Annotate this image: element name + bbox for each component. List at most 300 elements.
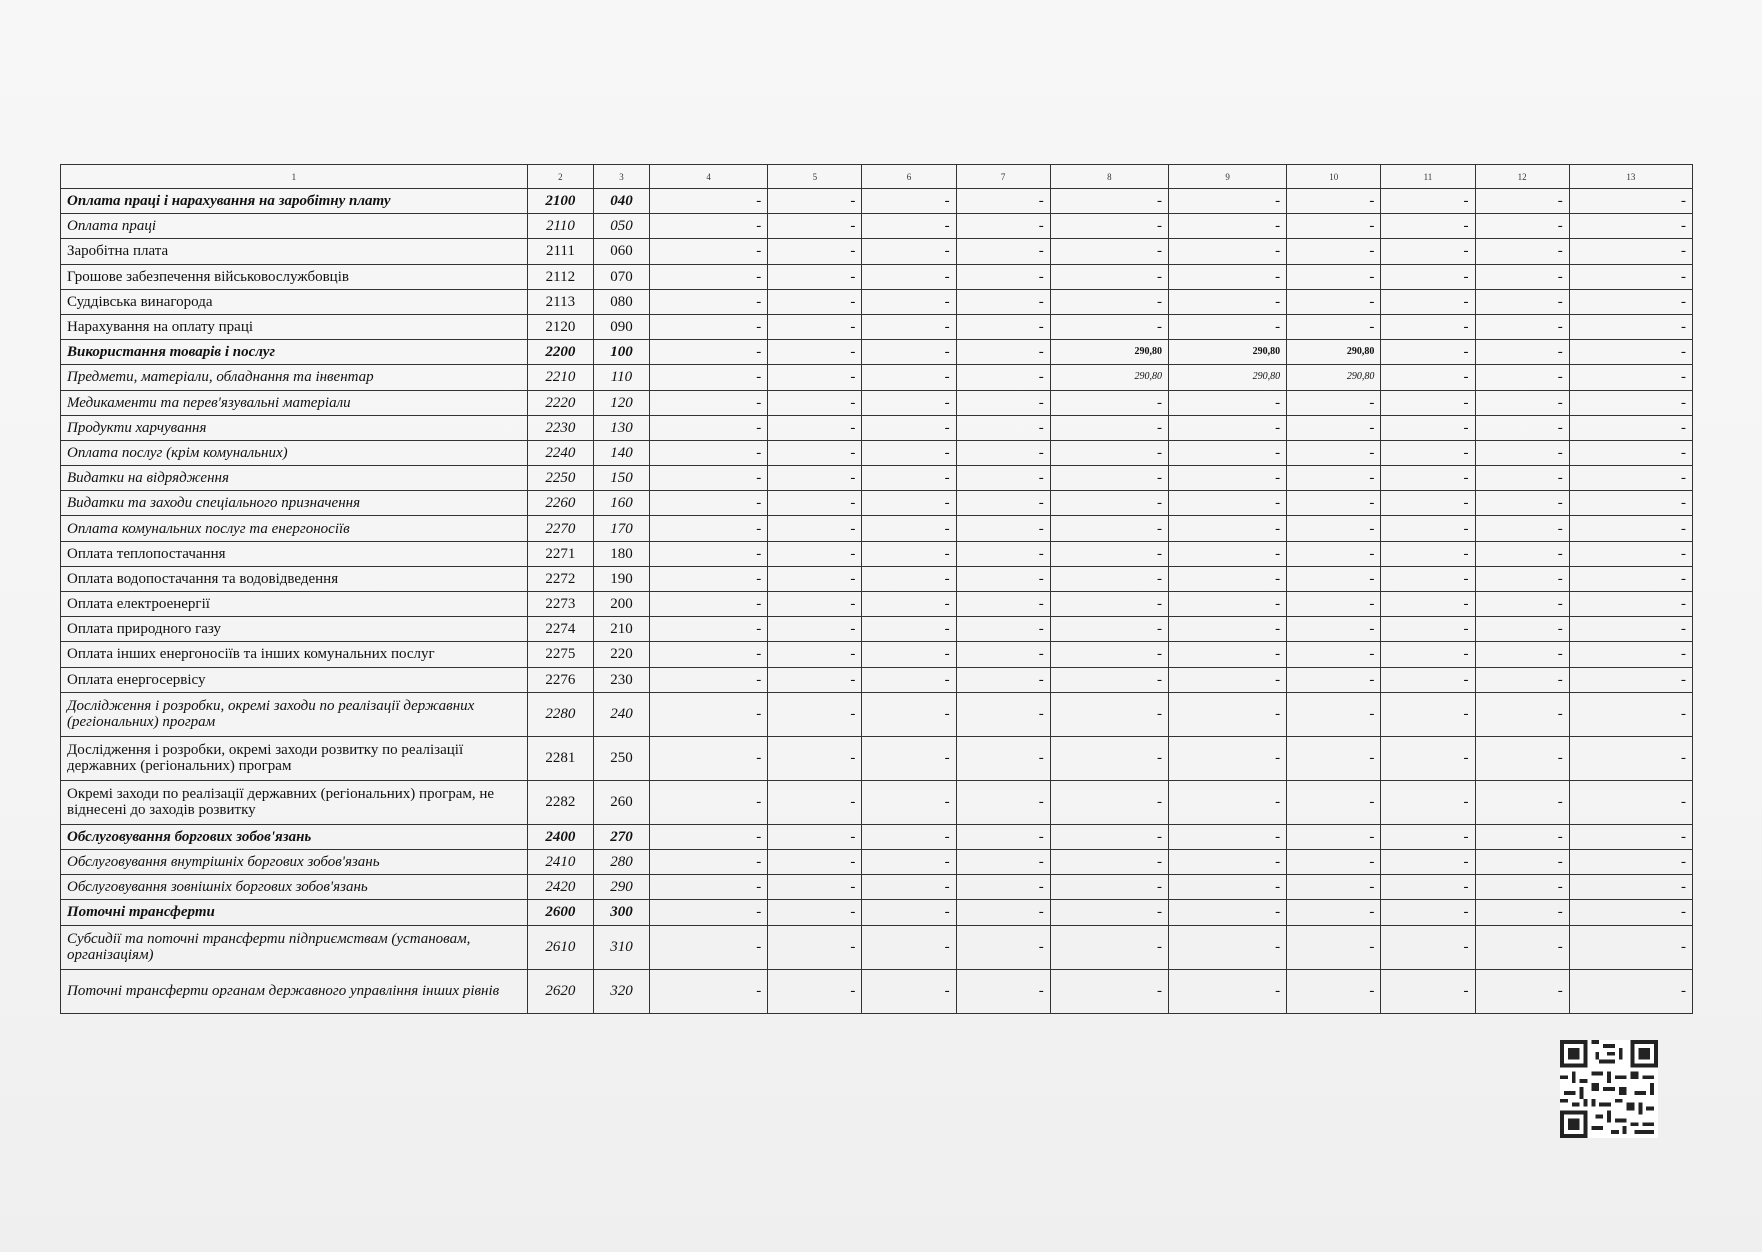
value-cell: - <box>768 239 862 264</box>
line-name-cell: Обслуговування зовнішніх боргових зобов'язань <box>61 875 528 900</box>
value-cell: - <box>1168 617 1286 642</box>
value-cell: - <box>1050 642 1168 667</box>
row-code-cell: 230 <box>593 667 649 692</box>
value-cell: - <box>650 900 768 925</box>
value-cell: - <box>1569 969 1692 1013</box>
value-cell: - <box>1050 415 1168 440</box>
kekv-code-cell: 2240 <box>527 440 593 465</box>
value-cell: - <box>1287 592 1381 617</box>
value-cell: - <box>1381 390 1475 415</box>
row-code-cell: 320 <box>593 969 649 1013</box>
value-cell: - <box>862 541 956 566</box>
kekv-code-cell: 2280 <box>527 692 593 736</box>
value-cell: - <box>1381 214 1475 239</box>
value-cell: - <box>1050 466 1168 491</box>
value-cell: - <box>1475 617 1569 642</box>
value-cell: - <box>1569 541 1692 566</box>
value-cell: - <box>1287 617 1381 642</box>
value-cell: - <box>862 189 956 214</box>
value-cell: - <box>956 390 1050 415</box>
value-cell: - <box>1569 900 1692 925</box>
value-cell: - <box>1168 824 1286 849</box>
value-cell: - <box>956 440 1050 465</box>
kekv-code-cell: 2220 <box>527 390 593 415</box>
value-cell: - <box>1381 736 1475 780</box>
table-row <box>61 390 1693 415</box>
value-cell: - <box>1287 736 1381 780</box>
kekv-code-cell: 2250 <box>527 466 593 491</box>
value-cell: - <box>1569 875 1692 900</box>
value-cell: - <box>862 566 956 591</box>
value-cell: - <box>862 617 956 642</box>
line-name-cell: Оплата послуг (крім комунальних) <box>61 440 528 465</box>
value-cell: - <box>1287 875 1381 900</box>
value-cell: - <box>956 592 1050 617</box>
value-cell: - <box>956 491 1050 516</box>
value-cell: - <box>862 516 956 541</box>
line-name-cell: Оплата енергосервісу <box>61 667 528 692</box>
value-cell: - <box>1381 642 1475 667</box>
value-cell: - <box>650 516 768 541</box>
line-name-cell: Оплата водопостачання та водовідведення <box>61 566 528 591</box>
line-name-cell: Предмети, матеріали, обладнання та інвентар <box>61 365 528 390</box>
value-cell: - <box>1168 566 1286 591</box>
value-cell: - <box>1569 566 1692 591</box>
value-cell: - <box>1381 925 1475 969</box>
value-cell: - <box>956 875 1050 900</box>
value-cell: - <box>1050 849 1168 874</box>
value-cell: - <box>862 239 956 264</box>
kekv-code-cell: 2610 <box>527 925 593 969</box>
row-code-cell: 150 <box>593 466 649 491</box>
value-cell: - <box>1287 189 1381 214</box>
value-cell: - <box>1475 642 1569 667</box>
table-row <box>61 466 1693 491</box>
table-row <box>61 849 1693 874</box>
value-cell: - <box>1475 849 1569 874</box>
qr-code <box>1560 1040 1658 1138</box>
row-code-cell: 110 <box>593 365 649 390</box>
value-cell: - <box>956 289 1050 314</box>
value-cell: - <box>650 365 768 390</box>
value-cell: - <box>1381 314 1475 339</box>
line-name-cell: Оплата праці і нарахування на заробітну плату <box>61 189 528 214</box>
value-cell: - <box>1168 264 1286 289</box>
line-name-cell: Обслуговування боргових зобов'язань <box>61 824 528 849</box>
value-cell: - <box>1168 239 1286 264</box>
value-cell: - <box>1050 692 1168 736</box>
value-cell: - <box>1287 566 1381 591</box>
value-cell: - <box>768 667 862 692</box>
value-cell: - <box>956 617 1050 642</box>
value-cell: - <box>650 925 768 969</box>
value-cell: - <box>1050 566 1168 591</box>
line-name-cell: Використання товарів і послуг <box>61 340 528 365</box>
kekv-code-cell: 2420 <box>527 875 593 900</box>
value-cell: - <box>1168 875 1286 900</box>
value-cell: - <box>650 314 768 339</box>
kekv-code-cell: 2274 <box>527 617 593 642</box>
value-cell: - <box>1569 592 1692 617</box>
line-name-cell: Медикаменти та перев'язувальні матеріали <box>61 390 528 415</box>
value-cell: - <box>1287 925 1381 969</box>
row-code-cell: 180 <box>593 541 649 566</box>
value-cell: - <box>1287 642 1381 667</box>
value-cell: - <box>956 340 1050 365</box>
row-code-cell: 290 <box>593 875 649 900</box>
value-cell: - <box>1287 849 1381 874</box>
table-row <box>61 214 1693 239</box>
value-cell: - <box>768 849 862 874</box>
value-cell: - <box>650 214 768 239</box>
value-cell: - <box>1050 239 1168 264</box>
value-cell: - <box>1381 969 1475 1013</box>
value-cell: - <box>1381 516 1475 541</box>
value-cell: - <box>768 692 862 736</box>
value-cell: - <box>1381 617 1475 642</box>
row-code-cell: 190 <box>593 566 649 591</box>
value-cell: - <box>650 541 768 566</box>
value-cell: - <box>956 925 1050 969</box>
value-cell: - <box>1569 289 1692 314</box>
table-row <box>61 541 1693 566</box>
value-cell: - <box>768 314 862 339</box>
value-cell: - <box>768 264 862 289</box>
value-cell: - <box>1168 415 1286 440</box>
row-code-cell: 260 <box>593 780 649 824</box>
kekv-code-cell: 2210 <box>527 365 593 390</box>
value-cell: - <box>956 264 1050 289</box>
value-cell: - <box>1475 466 1569 491</box>
value-cell: - <box>1569 642 1692 667</box>
value-cell: - <box>956 642 1050 667</box>
value-cell: - <box>956 969 1050 1013</box>
value-cell: - <box>650 667 768 692</box>
value-cell: - <box>1381 289 1475 314</box>
value-cell: - <box>862 440 956 465</box>
kekv-code-cell: 2270 <box>527 516 593 541</box>
value-cell: - <box>1569 736 1692 780</box>
value-cell: - <box>768 566 862 591</box>
line-name-cell: Оплата електроенергії <box>61 592 528 617</box>
kekv-code-cell: 2400 <box>527 824 593 849</box>
column-number-cell: 3 <box>593 165 649 189</box>
value-cell: - <box>862 642 956 667</box>
kekv-code-cell: 2410 <box>527 849 593 874</box>
value-cell: - <box>956 736 1050 780</box>
value-cell: - <box>650 875 768 900</box>
value-cell: - <box>650 466 768 491</box>
column-number-cell: 7 <box>956 165 1050 189</box>
table-row <box>61 875 1693 900</box>
value-cell: - <box>1569 824 1692 849</box>
table-row <box>61 189 1693 214</box>
value-cell: - <box>768 592 862 617</box>
value-cell: - <box>862 969 956 1013</box>
value-cell: - <box>1050 541 1168 566</box>
value-cell: - <box>1381 849 1475 874</box>
value-cell: - <box>768 780 862 824</box>
value-cell: - <box>862 849 956 874</box>
value-cell: - <box>1168 440 1286 465</box>
row-code-cell: 160 <box>593 491 649 516</box>
value-cell: - <box>1569 189 1692 214</box>
value-cell: - <box>1050 491 1168 516</box>
value-cell: - <box>1168 466 1286 491</box>
value-cell: - <box>1381 415 1475 440</box>
kekv-code-cell: 2230 <box>527 415 593 440</box>
value-cell: - <box>1287 667 1381 692</box>
value-cell: - <box>1569 849 1692 874</box>
value-cell: - <box>862 365 956 390</box>
value-cell: - <box>862 736 956 780</box>
value-cell: - <box>1569 365 1692 390</box>
value-cell: - <box>1569 415 1692 440</box>
value-cell: - <box>862 314 956 339</box>
column-number-cell: 2 <box>527 165 593 189</box>
row-code-cell: 200 <box>593 592 649 617</box>
value-cell: - <box>1168 592 1286 617</box>
value-cell: - <box>1475 491 1569 516</box>
value-cell: - <box>1569 214 1692 239</box>
line-name-cell: Заробітна плата <box>61 239 528 264</box>
line-name-cell: Оплата комунальних послуг та енергоносіїв <box>61 516 528 541</box>
value-cell: - <box>1475 925 1569 969</box>
kekv-code-cell: 2113 <box>527 289 593 314</box>
value-cell: - <box>1168 491 1286 516</box>
value-cell: - <box>650 824 768 849</box>
value-cell: - <box>1381 239 1475 264</box>
value-cell: - <box>1381 340 1475 365</box>
value-cell: - <box>862 780 956 824</box>
line-name-cell: Поточні трансферти <box>61 900 528 925</box>
value-cell: - <box>956 415 1050 440</box>
row-code-cell: 050 <box>593 214 649 239</box>
value-cell: - <box>650 239 768 264</box>
table-row <box>61 900 1693 925</box>
value-cell: - <box>1287 541 1381 566</box>
value-cell: - <box>768 365 862 390</box>
value-cell: - <box>1475 314 1569 339</box>
value-cell: - <box>650 390 768 415</box>
expenditure-table <box>60 164 1693 1014</box>
value-cell: - <box>862 415 956 440</box>
value-cell: - <box>650 289 768 314</box>
value-cell: - <box>1287 900 1381 925</box>
value-cell: - <box>1287 239 1381 264</box>
value-cell: - <box>1050 780 1168 824</box>
row-code-cell: 300 <box>593 900 649 925</box>
value-cell: - <box>768 289 862 314</box>
row-code-cell: 170 <box>593 516 649 541</box>
value-cell: - <box>1168 667 1286 692</box>
value-cell: - <box>650 189 768 214</box>
value-cell: - <box>1050 440 1168 465</box>
line-name-cell: Окремі заходи по реалізації державних (регіональних) програм, не віднесені до заходів розвитку <box>61 780 528 824</box>
value-cell: - <box>768 440 862 465</box>
row-code-cell: 250 <box>593 736 649 780</box>
value-cell: - <box>1050 592 1168 617</box>
value-cell: - <box>650 736 768 780</box>
value-cell: - <box>1287 692 1381 736</box>
value-cell: - <box>1475 239 1569 264</box>
value-cell: - <box>1168 642 1286 667</box>
value-cell: - <box>1475 214 1569 239</box>
line-name-cell: Оплата природного газу <box>61 617 528 642</box>
value-cell: - <box>1050 900 1168 925</box>
kekv-code-cell: 2273 <box>527 592 593 617</box>
line-name-cell: Поточні трансферти органам державного управління інших рівнів <box>61 969 528 1013</box>
value-cell: - <box>1569 692 1692 736</box>
line-name-cell: Видатки та заходи спеціального призначення <box>61 491 528 516</box>
value-cell: - <box>956 516 1050 541</box>
value-cell: - <box>862 491 956 516</box>
table-row <box>61 566 1693 591</box>
value-cell: - <box>1381 189 1475 214</box>
value-cell: - <box>1475 780 1569 824</box>
kekv-code-cell: 2111 <box>527 239 593 264</box>
table-row <box>61 415 1693 440</box>
value-cell: - <box>956 214 1050 239</box>
value-cell: - <box>1168 925 1286 969</box>
value-cell: - <box>1475 189 1569 214</box>
line-name-cell: Оплата теплопостачання <box>61 541 528 566</box>
table-row <box>61 440 1693 465</box>
value-cell: - <box>956 900 1050 925</box>
kekv-code-cell: 2600 <box>527 900 593 925</box>
value-cell: 290,80 <box>1168 340 1286 365</box>
value-cell: - <box>862 692 956 736</box>
value-cell: - <box>956 824 1050 849</box>
row-code-cell: 140 <box>593 440 649 465</box>
value-cell: - <box>1475 541 1569 566</box>
value-cell: - <box>768 491 862 516</box>
value-cell: - <box>1168 314 1286 339</box>
table-row <box>61 642 1693 667</box>
value-cell: - <box>768 189 862 214</box>
value-cell: - <box>1287 440 1381 465</box>
value-cell: - <box>1569 617 1692 642</box>
value-cell: - <box>1168 516 1286 541</box>
value-cell: - <box>1287 516 1381 541</box>
value-cell: - <box>1381 440 1475 465</box>
value-cell: - <box>956 466 1050 491</box>
value-cell: - <box>1168 289 1286 314</box>
value-cell: - <box>1287 264 1381 289</box>
row-code-cell: 120 <box>593 390 649 415</box>
line-name-cell: Обслуговування внутрішніх боргових зобов'язань <box>61 849 528 874</box>
value-cell: - <box>1475 900 1569 925</box>
row-code-cell: 060 <box>593 239 649 264</box>
value-cell: - <box>650 415 768 440</box>
value-cell: - <box>768 214 862 239</box>
value-cell: - <box>1475 340 1569 365</box>
column-number-cell: 9 <box>1168 165 1286 189</box>
value-cell: - <box>650 264 768 289</box>
value-cell: - <box>1381 566 1475 591</box>
value-cell: - <box>650 566 768 591</box>
value-cell: - <box>1381 667 1475 692</box>
row-code-cell: 310 <box>593 925 649 969</box>
value-cell: - <box>862 875 956 900</box>
value-cell: - <box>1050 925 1168 969</box>
column-number-cell: 1 <box>61 165 528 189</box>
value-cell: - <box>1287 214 1381 239</box>
table-row <box>61 365 1693 390</box>
value-cell: - <box>1569 239 1692 264</box>
value-cell: - <box>1168 780 1286 824</box>
value-cell: - <box>1050 214 1168 239</box>
value-cell: - <box>862 925 956 969</box>
kekv-code-cell: 2100 <box>527 189 593 214</box>
value-cell: - <box>768 925 862 969</box>
value-cell: - <box>1287 390 1381 415</box>
value-cell: - <box>1168 736 1286 780</box>
column-number-cell: 5 <box>768 165 862 189</box>
value-cell: - <box>1475 592 1569 617</box>
value-cell: - <box>1168 390 1286 415</box>
value-cell: - <box>1475 875 1569 900</box>
row-code-cell: 280 <box>593 849 649 874</box>
row-code-cell: 130 <box>593 415 649 440</box>
value-cell: - <box>1050 824 1168 849</box>
value-cell: - <box>768 969 862 1013</box>
value-cell: - <box>1475 264 1569 289</box>
value-cell: - <box>1569 440 1692 465</box>
value-cell: - <box>862 466 956 491</box>
table-row <box>61 667 1693 692</box>
value-cell: - <box>768 642 862 667</box>
value-cell: - <box>768 466 862 491</box>
line-name-cell: Нарахування на оплату праці <box>61 314 528 339</box>
value-cell: - <box>1569 667 1692 692</box>
value-cell: - <box>768 824 862 849</box>
value-cell: - <box>1475 415 1569 440</box>
value-cell: - <box>650 440 768 465</box>
value-cell: - <box>1168 900 1286 925</box>
table-row <box>61 969 1693 1013</box>
value-cell: - <box>1381 875 1475 900</box>
value-cell: - <box>768 415 862 440</box>
row-code-cell: 270 <box>593 824 649 849</box>
value-cell: - <box>1475 692 1569 736</box>
column-number-cell: 13 <box>1569 165 1692 189</box>
value-cell: - <box>1475 390 1569 415</box>
value-cell: - <box>1050 617 1168 642</box>
value-cell: - <box>862 289 956 314</box>
value-cell: - <box>862 340 956 365</box>
value-cell: - <box>1475 516 1569 541</box>
value-cell: 290,80 <box>1287 340 1381 365</box>
value-cell: - <box>862 592 956 617</box>
column-number-cell: 4 <box>650 165 768 189</box>
value-cell: - <box>956 239 1050 264</box>
value-cell: - <box>650 692 768 736</box>
value-cell: - <box>1050 667 1168 692</box>
column-number-cell: 11 <box>1381 165 1475 189</box>
value-cell: - <box>650 617 768 642</box>
value-cell: - <box>956 780 1050 824</box>
value-cell: - <box>1475 736 1569 780</box>
line-name-cell: Оплата інших енергоносіїв та інших комунальних послуг <box>61 642 528 667</box>
line-name-cell: Оплата праці <box>61 214 528 239</box>
value-cell: - <box>1050 736 1168 780</box>
value-cell: - <box>1287 314 1381 339</box>
value-cell: - <box>650 969 768 1013</box>
value-cell: - <box>768 390 862 415</box>
value-cell: - <box>1475 824 1569 849</box>
value-cell: - <box>956 314 1050 339</box>
